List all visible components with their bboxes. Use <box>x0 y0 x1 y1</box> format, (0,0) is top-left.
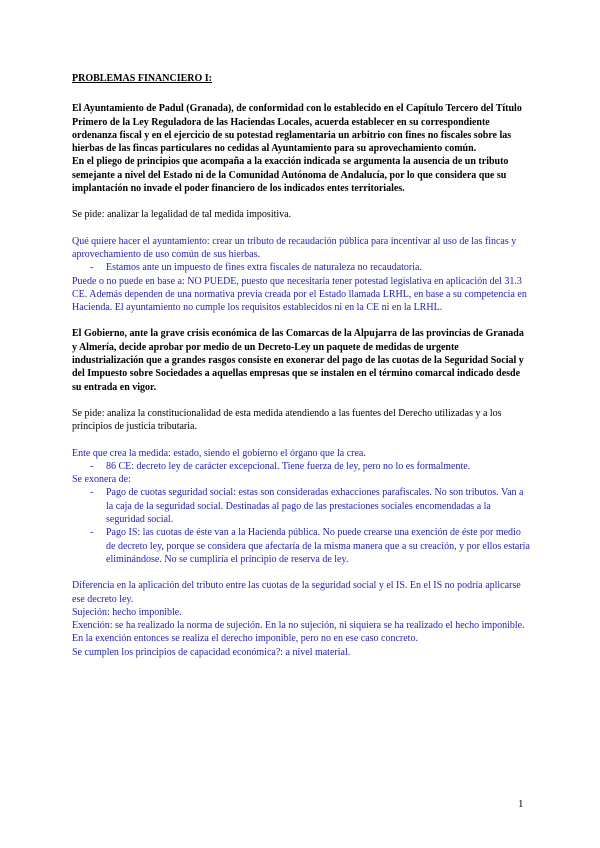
problem1-answer-list <box>72 261 530 274</box>
problem2-answer-exonera: Se exonera de: <box>72 474 131 486</box>
problem2-sujecion: Sujeción: hecho imponible. <box>72 606 182 618</box>
problem2-exencion: Exención: se ha realizado la norma de sujeción. En la no sujeción, ni siquiera se ha realizado el hecho imponible. En la exención entonces se realiza el derecho imponible, pero no en ese caso concreto. <box>72 620 525 645</box>
problem2-statement: El Gobierno, ante la grave crisis económica de las Comarcas de la Alpujarra de las provincias de Granada y Almería, decide aprobar por medio de un Decreto-Ley un paquete de medidas de urgente industrialización que a grandes rasgos consiste en exonerar del pago de las cuotas de la Seguridad Social y del Impuesto sobre Sociedades a aquellas empresas que se instalen en el término comarcal indicado desde su entrada en vigor. <box>72 328 524 393</box>
problem1-question: Se pide: analizar la legalidad de tal medida impositiva. <box>72 209 292 221</box>
problem1-answer-bullet: - Estamos ante un impuesto de fines extra fiscales de naturaleza no recaudatoria. <box>72 261 530 274</box>
document-title: PROBLEMAS FINANCIERO I: <box>72 73 213 84</box>
problem2-question: Se pide: analiza la constitucionalidad de esta medida atendiendo a las fuentes del Derecho utilizadas y a los principios de justicia tributaria. <box>72 407 502 433</box>
problem2-answer-bullet-3: - Pago IS: las cuotas de éste van a la Hacienda pública. No puede crearse una exención de éste por medio de decreto ley, porque se considera que afectaría de la misma manera que a su creación, y por ellos estaría eliminándose. No se cumpliría el principio de reserva de ley. <box>72 526 530 566</box>
problem1-statement-p2: En el pliego de principios que acompaña a la exacción indicada se argumenta la ausencia de un tributo semejante a nivel del Estado ni de la Comunidad Autónoma de Andalucía, por lo que considera que su implantación no invade el poder financiero de los indicados entes territoriales. <box>72 156 509 195</box>
problem2-answer-list-2 <box>72 486 530 566</box>
problem2-principios: Se cumplen los principios de capacidad económica?: a nivel material. <box>72 646 351 658</box>
problem1-answer-conclusion: Puede o no puede en base a: NO PUEDE, puesto que necesitaria tener potestad legislativa en aplicación del 31.3 CE. Además dependen de una normativa previa creada por el Estado llamada LRHL, en base a su competencia en Hacienda. El ayuntamiento no cumple los requisitos establecidos ni en la CE ni en la LRHL. <box>72 275 527 314</box>
problem2-diff: Diferencia en la aplicación del tributo entre las cuotas de la seguridad social y el IS. En el IS no podría aplicarse ese decreto ley. <box>72 580 521 605</box>
page-number: 1 <box>518 798 524 810</box>
problem2-answer-intro: Ente que crea la medida: estado, siendo el gobierno el órgano que la crea. <box>72 447 366 459</box>
problem1-answer-intro: Qué quiere hacer el ayuntamiento: crear un tributo de recaudación pública para incentivar al uso de las fincas y aprovechamiento de uso común de sus hierbas. <box>72 235 517 260</box>
problem2-answer-bullet-2: - Pago de cuotas seguridad social: estas son consideradas exhacciones parafiscales. No son tributos. Van a la caja de la seguridad social. Destinadas al pago de las prestaciones sociales encomendadas a la seguridad social. <box>72 486 530 526</box>
document-page <box>72 72 530 659</box>
problem1-statement-p1: El Ayuntamiento de Padul (Granada), de conformidad con lo establecido en el Capítulo Tercero del Título Primero de la Ley Reguladora de las Haciendas Locales, acuerda establecer en su correspondiente ordenanza fiscal y en el ejercicio de su potestad reglamentaria un arbitrio con fines no fiscales sobre las hierbas de las fincas particulares no cedidas al Ayuntamiento para su aprovechamiento común. <box>72 103 522 155</box>
problem2-answer-bullet-1: - 86 CE: decreto ley de carácter excepcional. Tiene fuerza de ley, pero no lo es formalmente. <box>72 460 530 473</box>
problem2-answer-list-1 <box>72 460 530 473</box>
